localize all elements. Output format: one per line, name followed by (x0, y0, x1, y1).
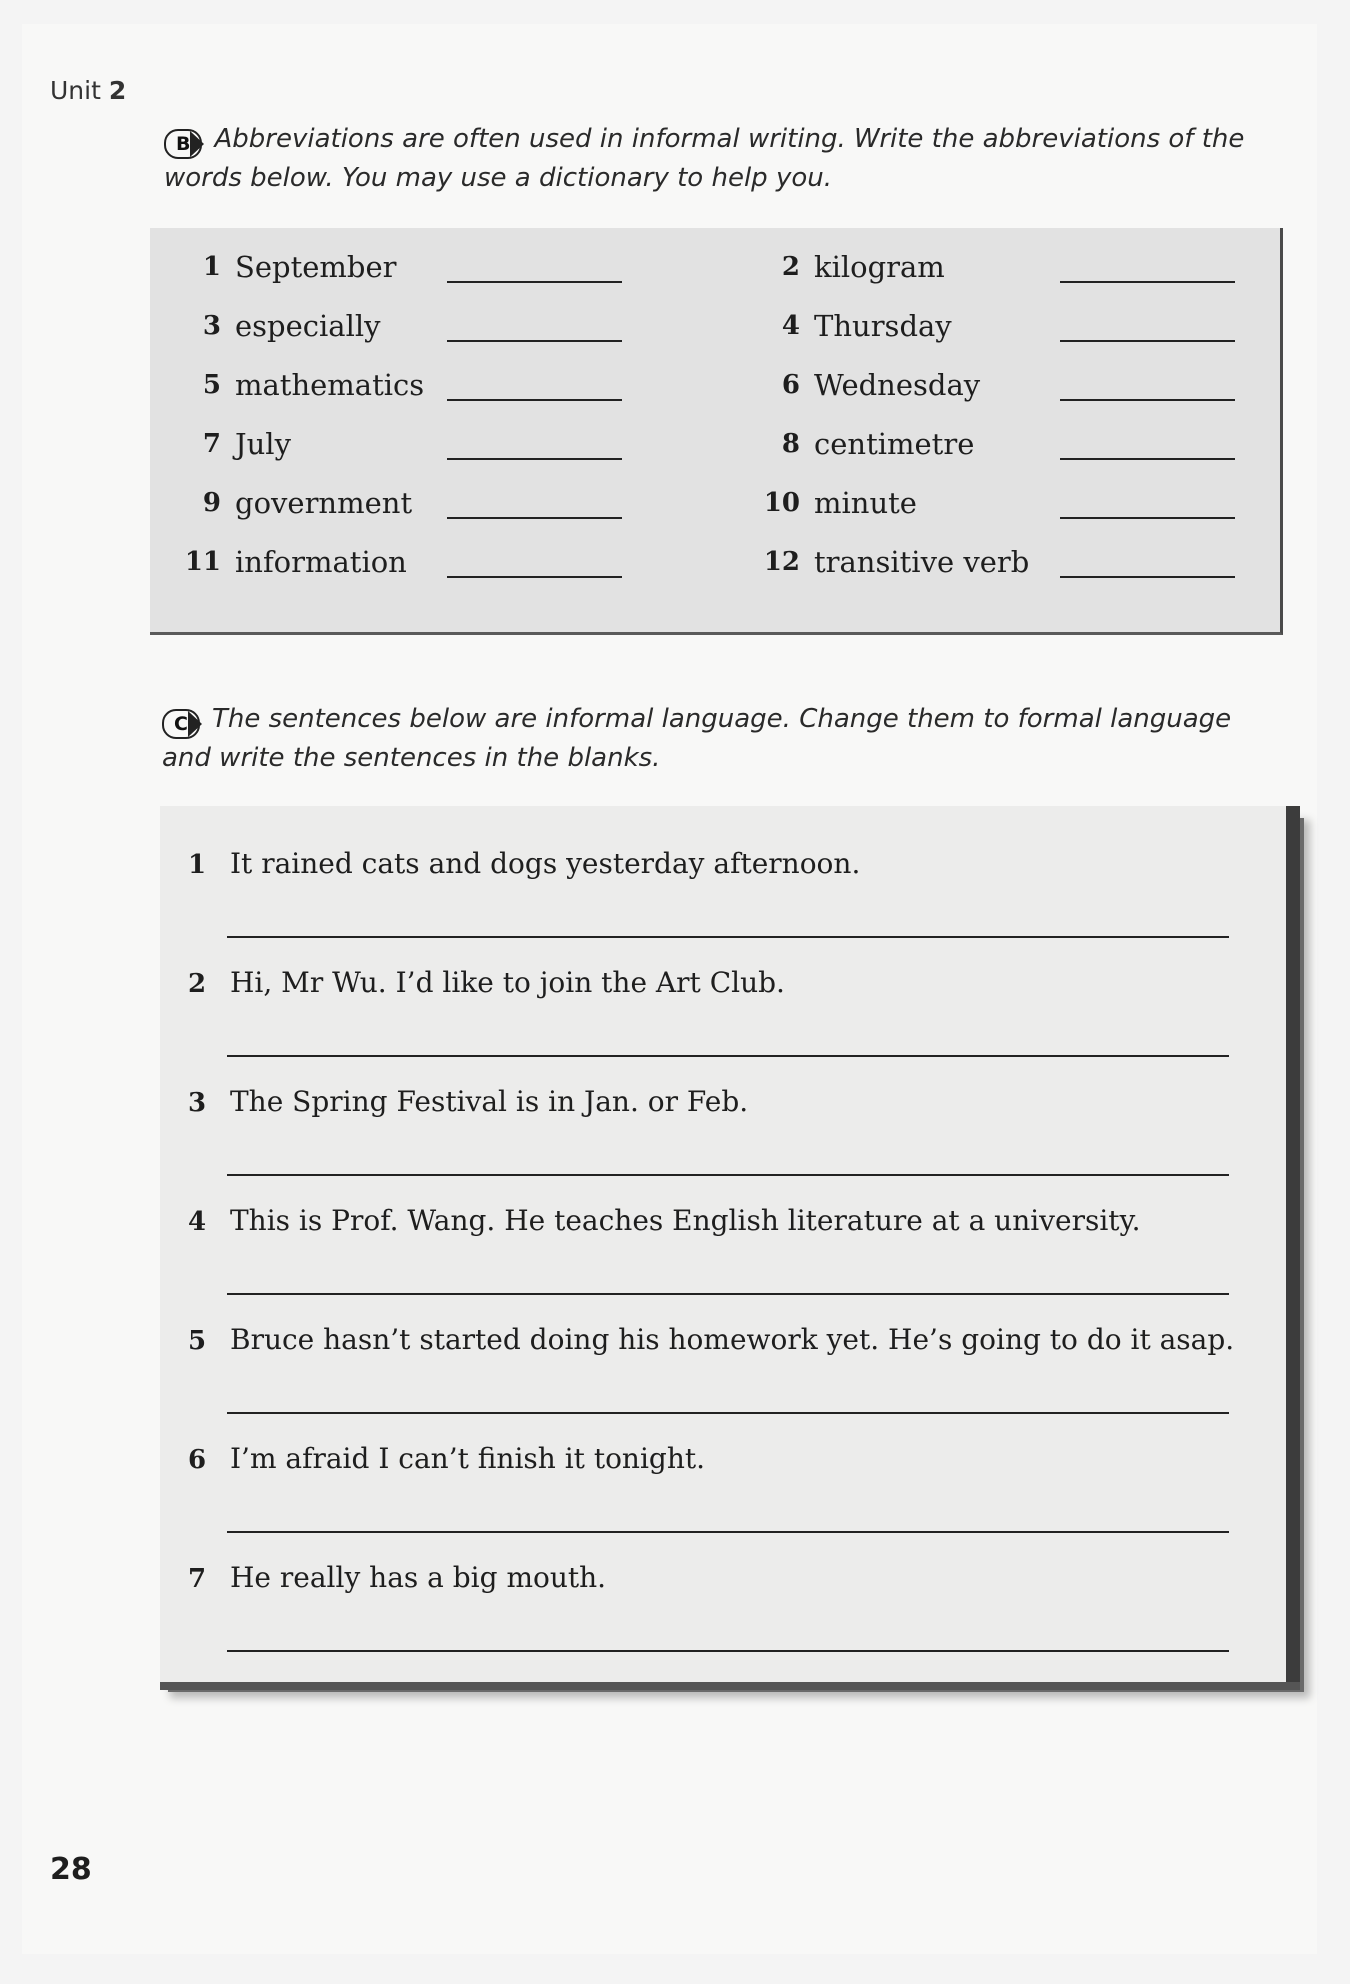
abbrev-number: 6 (781, 370, 800, 400)
unit-label: Unit (50, 76, 101, 105)
abbrev-word: mathematics (235, 368, 425, 402)
unit-number: 2 (108, 76, 127, 105)
answer-blank[interactable] (1060, 458, 1235, 460)
sentence-number: 6 (188, 1445, 207, 1475)
answer-line[interactable] (227, 1293, 1229, 1295)
answer-blank[interactable] (1060, 399, 1235, 401)
page-number: 28 (50, 1852, 92, 1887)
sentence-number: 3 (188, 1088, 207, 1118)
answer-line[interactable] (227, 1531, 1229, 1533)
section-c-instruction-text: The sentences below are informal language. Change them to formal language and write the sentences in the blanks. (162, 704, 1232, 773)
section-c-letter: C (162, 709, 200, 739)
abbrev-number: 5 (202, 370, 221, 400)
section-c-badge (162, 709, 202, 739)
abbreviation-box (150, 228, 1283, 635)
sentence-text: He really has a big mouth. (230, 1561, 607, 1594)
sentence-text: It rained cats and dogs yesterday afternoon. (230, 847, 861, 880)
abbrev-item (781, 306, 1034, 346)
sentence-item (188, 1201, 1141, 1242)
play-arrow-icon (188, 711, 202, 737)
abbrev-item (763, 483, 1034, 523)
abbrev-word: especially (235, 309, 381, 343)
sentence-item (188, 1082, 748, 1123)
sentence-text: This is Prof. Wang. He teaches English literature at a university. (230, 1204, 1141, 1237)
abbrev-number: 4 (781, 311, 800, 341)
abbrev-number: 7 (202, 429, 221, 459)
abbrev-item (781, 247, 1034, 287)
abbrev-word: minute (814, 486, 917, 520)
answer-blank[interactable] (447, 517, 622, 519)
answer-blank[interactable] (447, 399, 622, 401)
section-b-instruction-text: Abbreviations are often used in informal writing. Write the abbreviations of the words below. You may use a dictionary to help you. (164, 124, 1245, 193)
answer-line[interactable] (227, 1174, 1229, 1176)
abbrev-item (781, 365, 1034, 405)
section-c-instruction (162, 700, 1282, 778)
abbrev-number: 2 (781, 252, 800, 282)
abbrev-number: 3 (202, 311, 221, 341)
answer-blank[interactable] (447, 281, 622, 283)
answer-line[interactable] (227, 1055, 1229, 1057)
sentence-number: 2 (188, 969, 207, 999)
abbrev-item (781, 424, 1034, 464)
answer-line[interactable] (227, 936, 1229, 938)
abbrev-word: September (235, 250, 397, 284)
sentence-number: 4 (188, 1207, 207, 1237)
sentence-text: Bruce hasn’t started doing his homework yet. He’s going to do it asap. (230, 1323, 1235, 1356)
abbrev-word: centimetre (814, 427, 975, 461)
sentence-item (188, 1439, 705, 1480)
abbrev-number: 12 (763, 547, 800, 577)
abbrev-word: July (235, 427, 291, 461)
answer-blank[interactable] (447, 340, 622, 342)
sentence-item (188, 963, 785, 1004)
sentence-box-shadow (160, 1682, 1300, 1690)
sentence-text: Hi, Mr Wu. I’d like to join the Art Club. (230, 966, 785, 999)
sentence-box (160, 806, 1300, 1684)
sentence-item (188, 844, 860, 885)
sentence-number: 5 (188, 1326, 207, 1356)
answer-blank[interactable] (447, 458, 622, 460)
abbrev-number: 8 (781, 429, 800, 459)
section-b-instruction (164, 120, 1274, 198)
sentence-item (188, 1320, 1234, 1361)
abbrev-number: 10 (763, 488, 800, 518)
abbrev-number: 1 (202, 252, 221, 282)
answer-blank[interactable] (447, 576, 622, 578)
answer-blank[interactable] (1060, 340, 1235, 342)
abbrev-word: government (235, 486, 413, 520)
answer-blank[interactable] (1060, 576, 1235, 578)
abbrev-word: information (235, 545, 407, 579)
play-arrow-icon (190, 131, 204, 157)
sentence-text: I’m afraid I can’t finish it tonight. (230, 1442, 706, 1475)
abbrev-word: transitive verb (814, 545, 1030, 579)
answer-line[interactable] (227, 1650, 1229, 1652)
sentence-number: 7 (188, 1564, 207, 1594)
unit-header (50, 76, 126, 105)
answer-blank[interactable] (1060, 517, 1235, 519)
abbrev-number: 11 (184, 547, 221, 577)
abbrev-number: 9 (202, 488, 221, 518)
abbrev-word: Thursday (814, 309, 952, 343)
abbrev-word: kilogram (814, 250, 945, 284)
abbrev-word: Wednesday (814, 368, 981, 402)
sentence-text: The Spring Festival is in Jan. or Feb. (230, 1085, 749, 1118)
sentence-item (188, 1558, 606, 1599)
section-b-letter: B (164, 129, 202, 159)
sentence-number: 1 (188, 850, 207, 880)
answer-line[interactable] (227, 1412, 1229, 1414)
section-b-badge (164, 129, 204, 159)
abbrev-item (763, 542, 1034, 582)
answer-blank[interactable] (1060, 281, 1235, 283)
